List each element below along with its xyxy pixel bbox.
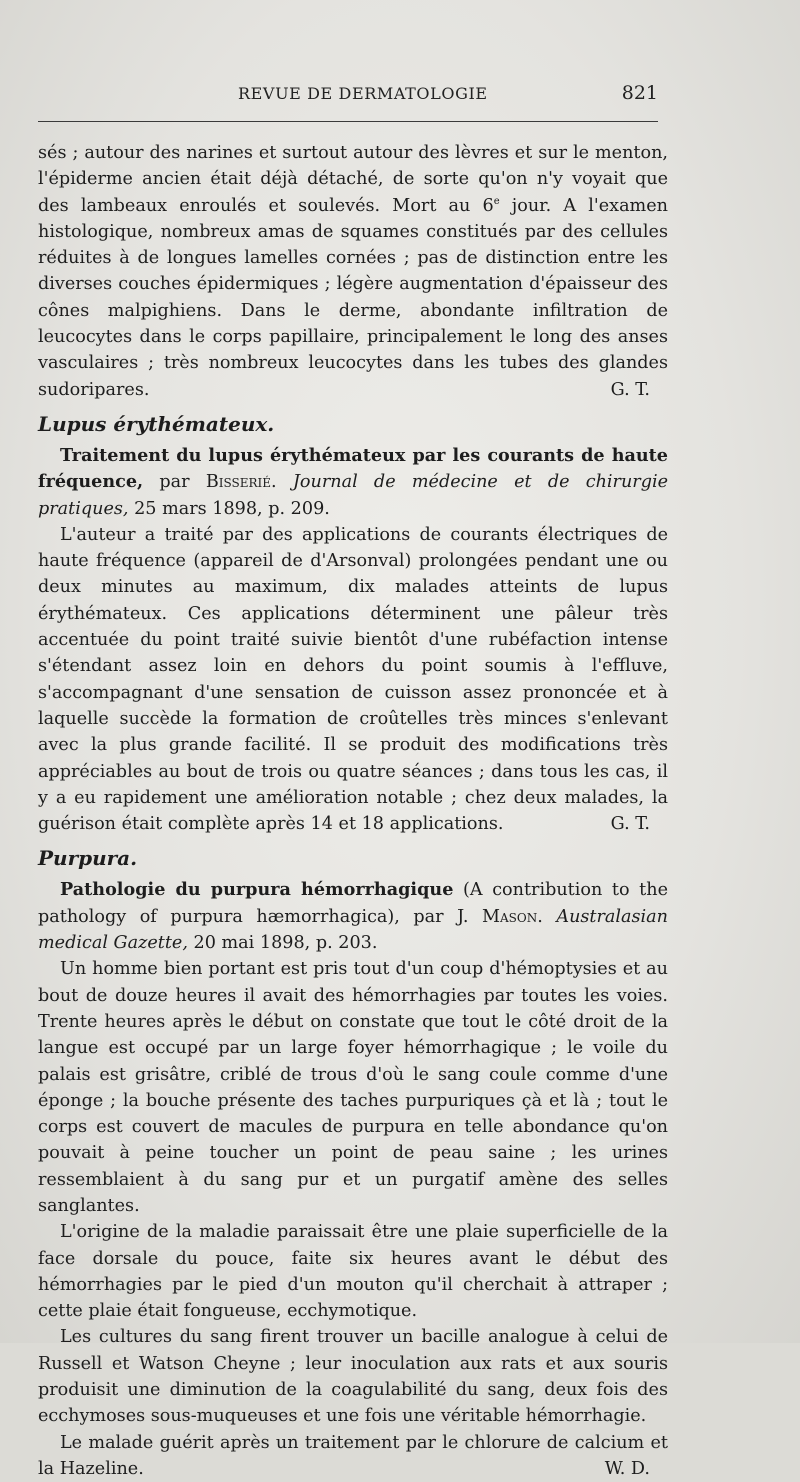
author-name: Bisserié (205, 472, 272, 493)
section-heading-purpura: Purpura. (38, 846, 138, 871)
citation-date: 20 mai 1898, p. 203. (187, 933, 378, 954)
signature: W. D. (604, 1458, 650, 1479)
article-subtitle: (A contribution to the pathology of purpura hæmorrhagica), par J. (38, 880, 669, 927)
continuation-paragraph (38, 140, 668, 403)
journal-title: Australasian medical Gazette, (38, 906, 668, 954)
page-header (38, 84, 658, 110)
citation-separator: . (271, 472, 293, 493)
continuation-text: sés ; autour des narines et surtout autour des lèvres et sur le menton, l'épiderme ancien était déjà détaché, de sorte qu'on n'y voyait que des lambeaux enroulés et soulevés. Mort au 6 (38, 143, 668, 216)
article-citation-purpura (38, 877, 668, 956)
citation-separator: . (537, 906, 557, 927)
author-name: Mason (481, 906, 538, 927)
signature: G. T. (610, 814, 650, 835)
article-title-lupus: Traitement du lupus érythémateux par les courants de haute fréquence, (38, 444, 668, 493)
page-body (38, 140, 668, 1482)
paragraph-text: Le malade guérit après un traitement par le chlorure de calcium et la Hazeline. (38, 1432, 668, 1479)
section-heading-lupus: Lupus érythémateux. (38, 411, 275, 436)
citation-date: 25 mars 1898, p. 209. (128, 498, 330, 519)
article-paragraph: Un homme bien portant est pris tout d'un coup d'hémoptysies et au bout de douze heures il avait des hémorrhagies par toutes les voies. Trente heures après le début on constate que tout le côté droit de la langue est occupé par un large foyer hémorrhagique ; le voile du palais est grisâtre, criblé de trous d'où le sang coule comme d'une éponge ; la bouche présente des taches purpuriques çà et là ; tout le corps est couvert de macules de purpura en telle abondance qu'on pouvait à peine toucher un point de peau saine ; les urines ressemblaient à du sang pur et un purgatif amène des selles sanglantes. (38, 959, 668, 1216)
running-title: REVUE DE DERMATOLOGIE (238, 84, 488, 103)
signature: G. T. (610, 379, 650, 400)
continuation-text-after: jour. A l'examen histologique, nombreux amas de squames constitués par des cellules réduites à de longues lamelles cornées ; pas de distinction entre les diverses couches épidermiques ; légère augmentation d'épaisseur des cônes malpighiens. Dans le derme, abondante infiltration de leucocytes dans le corps papillaire, principalement le long des anses vasculaires ; très nombreux leucocytes dans les tubes des glandes sudoripares. (38, 195, 668, 400)
paragraph-text: L'auteur a traité par des applications de courants électriques de haute fréquence (appareil de d'Arsonval) prolongées pendant une ou deux minutes au maximum, dix malades atteints de lupus érythémateux. Ces applications déterminent une pâleur très accentuée du point traité suivie bientôt d'une rubéfaction intense s'étendant assez loin en dehors du point soumis à l'effluve, s'accompagnant d'une sensation de cuisson assez prononcée et à laquelle succède la formation de croûtelles très minces s'enlevant avec la plus grande facilité. Il se produit des modifications très appréciables au bout de trois ou quatre séances ; dans tous les cas, il y a eu rapidement une amélioration notable ; chez deux malades, la guérison était complète après 14 et 18 applications. (38, 524, 668, 835)
article-title-purpura: Pathologie du purpura hémorrhagique (60, 879, 454, 901)
article-paragraph: Les cultures du sang firent trouver un bacille analogue à celui de Russell et Watson Cheyne ; leur inoculation aux rats et aux souris produisit une diminution de la coagulabilité du sang, deux fois des ecchymoses sous-muqueuses et une fois une véritable hémorrhagie. (38, 1327, 668, 1427)
journal-title: Journal de médecine et de chirurgie pratiques, (38, 472, 668, 519)
header-rule (38, 121, 658, 122)
article-citation-lupus (38, 443, 668, 522)
ordinal-superscript: e (493, 195, 500, 207)
page-number: 821 (621, 82, 658, 104)
article-paragraph (38, 1430, 668, 1482)
article-paragraph (38, 522, 668, 838)
article-paragraph: L'origine de la maladie paraissait être une plaie superficielle de la face dorsale du pouce, faite six heures avant le début des hémorrhagies par le pied d'un mouton qu'il cherchait à attraper ; cette plaie était fongueuse, ecchymotique. (38, 1222, 668, 1322)
citation-by: par (143, 472, 206, 493)
